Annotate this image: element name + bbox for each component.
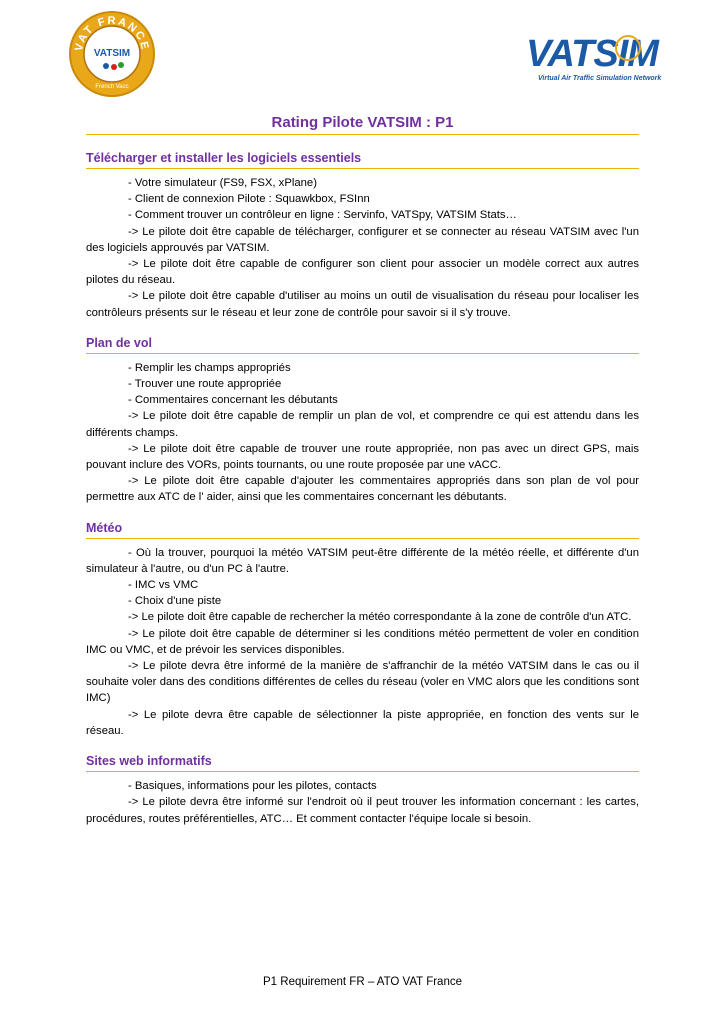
title-divider xyxy=(86,134,639,135)
section-title: Sites web informatifs xyxy=(86,753,639,772)
requirement-line: - Comment trouver un contrôleur en ligne : Servinfo, VATSpy, VATSIM Stats… xyxy=(128,209,517,222)
requirement-line: - Basiques, informations pour les pilotes, contacts xyxy=(128,780,377,793)
section xyxy=(86,150,639,321)
requirement-line: -> Le pilote doit être capable de remplir un plan de vol, et comprendre ce qui est attendu dans les différents champs. xyxy=(86,410,639,439)
section-title: Télécharger et installer les logiciels essentiels xyxy=(86,150,639,169)
vat-france-logo xyxy=(68,10,156,98)
requirement-line: -> Le pilote devra être informé sur l'endroit où il peut trouver les information concernant : les cartes, procédures, routes préférentielles, ATC… Et comment contacter l'équipe locale si besoin. xyxy=(86,796,639,825)
document-body xyxy=(86,150,639,841)
requirement-line: -> Le pilote doit être capable d'ajouter les commentaires appropriés dans son plan de vol pour permettre aux ATC de l' aider, ainsi que les commentaires concernant les débutants. xyxy=(86,475,639,504)
requirement-line: -> Le pilote doit être capable de déterminer si les conditions météo permettent de voler en condition IMC ou VMC, et de prévoir les services disponibles. xyxy=(86,627,639,656)
logo-ring-text: VAT FRANCE xyxy=(73,14,152,53)
section-title: Météo xyxy=(86,520,639,539)
requirement-line: - Remplir les champs appropriés xyxy=(128,361,291,374)
requirement-line: -> Le pilote devra être capable de sélectionner la piste appropriée, en fonction des vents sur le réseau. xyxy=(86,708,639,737)
section xyxy=(86,753,639,827)
page-title: Rating Pilote VATSIM : P1 xyxy=(271,114,454,131)
requirement-line: -> Le pilote doit être capable d'utiliser au moins un outil de visualisation du réseau pour localiser les contrôleurs présents sur le réseau et leur zone de contrôle pour savoir si il s'y trouve. xyxy=(86,290,639,319)
requirement-line: - Client de connexion Pilote : Squawkbox, FSInn xyxy=(128,193,370,206)
section-title: Plan de vol xyxy=(86,335,639,354)
requirement-line: -> Le pilote doit être capable de rechercher la météo correspondante à la zone de contrôle d'un ATC. xyxy=(128,611,632,624)
logo-bottom-text: French Vacc xyxy=(95,84,129,90)
requirement-line: -> Le pilote devra être informé de la manière de s'affranchir de la météo VATSIM dans le cas ou il souhaite voler dans des conditions différentes de celles du réseau (voler en VMC alors que les conditions sont IMC) xyxy=(86,660,639,705)
requirement-line: - Votre simulateur (FS9, FSX, xPlane) xyxy=(128,177,317,189)
vatsim-wordmark: VATSIM xyxy=(526,33,658,75)
requirement-line: -> Le pilote doit être capable de trouver une route appropriée, non pas avec un direct GPS, mais pouvant inclure des VORs, points tournants, ou une route proposée par une vACC. xyxy=(86,442,639,472)
logo-center-text: VATSIM xyxy=(93,48,131,59)
vatsim-tagline: Virtual Air Traffic Simulation Network xyxy=(538,75,662,82)
vatsim-logo xyxy=(524,28,676,84)
page-footer: P1 Requirement FR – ATO VAT France xyxy=(263,976,462,988)
requirement-line: -> Le pilote doit être capable de configurer son client pour associer un modèle correct aux autres pilotes du réseau. xyxy=(86,258,639,287)
requirement-line: - Commentaires concernant les débutants xyxy=(128,394,338,407)
requirement-line: - IMC vs VMC xyxy=(128,579,199,592)
section xyxy=(86,520,639,739)
requirement-line: - Trouver une route appropriée xyxy=(128,378,282,391)
requirement-line: -> Le pilote doit être capable de télécharger, configurer et se connecter au réseau VATSIM avec l'un des logiciels approuvés par VATSIM. xyxy=(86,225,639,254)
requirement-line: - Choix d'une piste xyxy=(128,595,222,608)
section xyxy=(86,335,639,506)
requirement-line: - Où la trouver, pourquoi la météo VATSIM peut-être différente de la météo réelle, et différente d'un simulateur à l'autre, ou d'un PC à l'autre. xyxy=(86,546,639,575)
